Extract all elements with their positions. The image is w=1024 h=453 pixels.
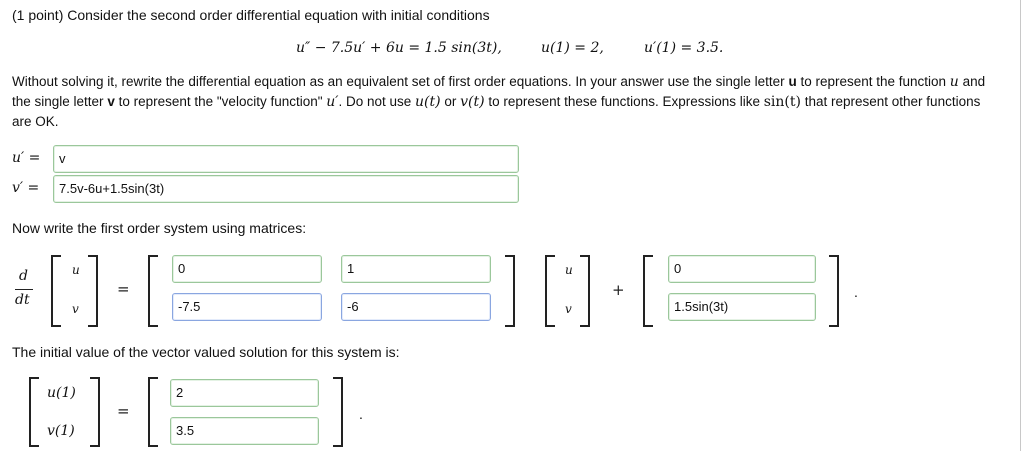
derivative-dt: dt	[15, 292, 30, 308]
matrix-a12-input[interactable]: 1	[341, 255, 491, 283]
right-bracket-initial	[90, 377, 100, 447]
equals-sign: =	[117, 280, 130, 298]
differential-equation: u″ − 7.5u′ + 6u = 1.5 sin(3t),	[296, 40, 502, 56]
right-bracket-vector	[88, 255, 98, 327]
problem-header: (1 point) Consider the second order differential equation with initial conditions	[12, 7, 490, 23]
vector-v: v	[72, 302, 79, 316]
matrix-a21-input[interactable]: -7.5	[172, 293, 322, 321]
matrix-a22-input[interactable]: -6	[341, 293, 491, 321]
forcing-f2-input[interactable]: 1.5sin(3t)	[668, 293, 816, 321]
initial-equals-sign: =	[117, 402, 130, 420]
vector2-v: v	[565, 302, 572, 316]
left-bracket-matrix	[148, 255, 158, 327]
vector-u: u	[72, 263, 80, 277]
left-bracket-forcing	[643, 255, 653, 327]
initial-prompt: The initial value of the vector valued solution for this system is:	[12, 344, 400, 360]
u-prime-label: u′ =	[12, 150, 41, 166]
forcing-f1-input[interactable]: 0	[668, 255, 816, 283]
right-bracket-matrix	[505, 255, 515, 327]
left-bracket-initial	[29, 377, 39, 447]
matrix-period: .	[854, 284, 858, 300]
u1-label: u(1)	[47, 385, 76, 401]
derivative-d: d	[19, 268, 28, 284]
initial-v1-input[interactable]: 3.5	[170, 417, 319, 445]
left-bracket-vector-2	[545, 255, 555, 327]
v-prime-input[interactable]: 7.5v-6u+1.5sin(3t)	[53, 175, 519, 203]
left-bracket-initial-values	[148, 377, 158, 447]
initial-condition-uprime: u′(1) = 3.5.	[644, 40, 724, 56]
instructions-line-1: Without solving it, rewrite the differential equation as an equivalent set of first order equations. In your answer use the single letter u to represent the function u and	[12, 74, 986, 90]
plus-sign: +	[612, 281, 625, 299]
derivative-fraction-bar	[15, 289, 33, 290]
right-bracket-initial-values	[333, 377, 343, 447]
matrix-prompt: Now write the first order system using matrices:	[12, 220, 307, 236]
instructions-line-2: the single letter v to represent the "velocity function" u′. Do not use u(t) or v(t) to represent these functions. Expressions like sin(t) that represent other functions	[12, 94, 981, 110]
instructions-line-3: are OK.	[12, 114, 59, 129]
right-bracket-forcing	[829, 255, 839, 327]
left-bracket-vector	[51, 255, 61, 327]
right-bracket-vector-2	[580, 255, 590, 327]
matrix-a11-input[interactable]: 0	[172, 255, 322, 283]
initial-period: .	[359, 406, 363, 422]
initial-u1-input[interactable]: 2	[170, 379, 319, 407]
v-prime-label: v′ =	[12, 180, 40, 196]
u-prime-input[interactable]: v	[53, 145, 519, 173]
initial-condition-u: u(1) = 2,	[541, 40, 604, 56]
vector2-u: u	[565, 263, 573, 277]
v1-label: v(1)	[47, 423, 75, 439]
